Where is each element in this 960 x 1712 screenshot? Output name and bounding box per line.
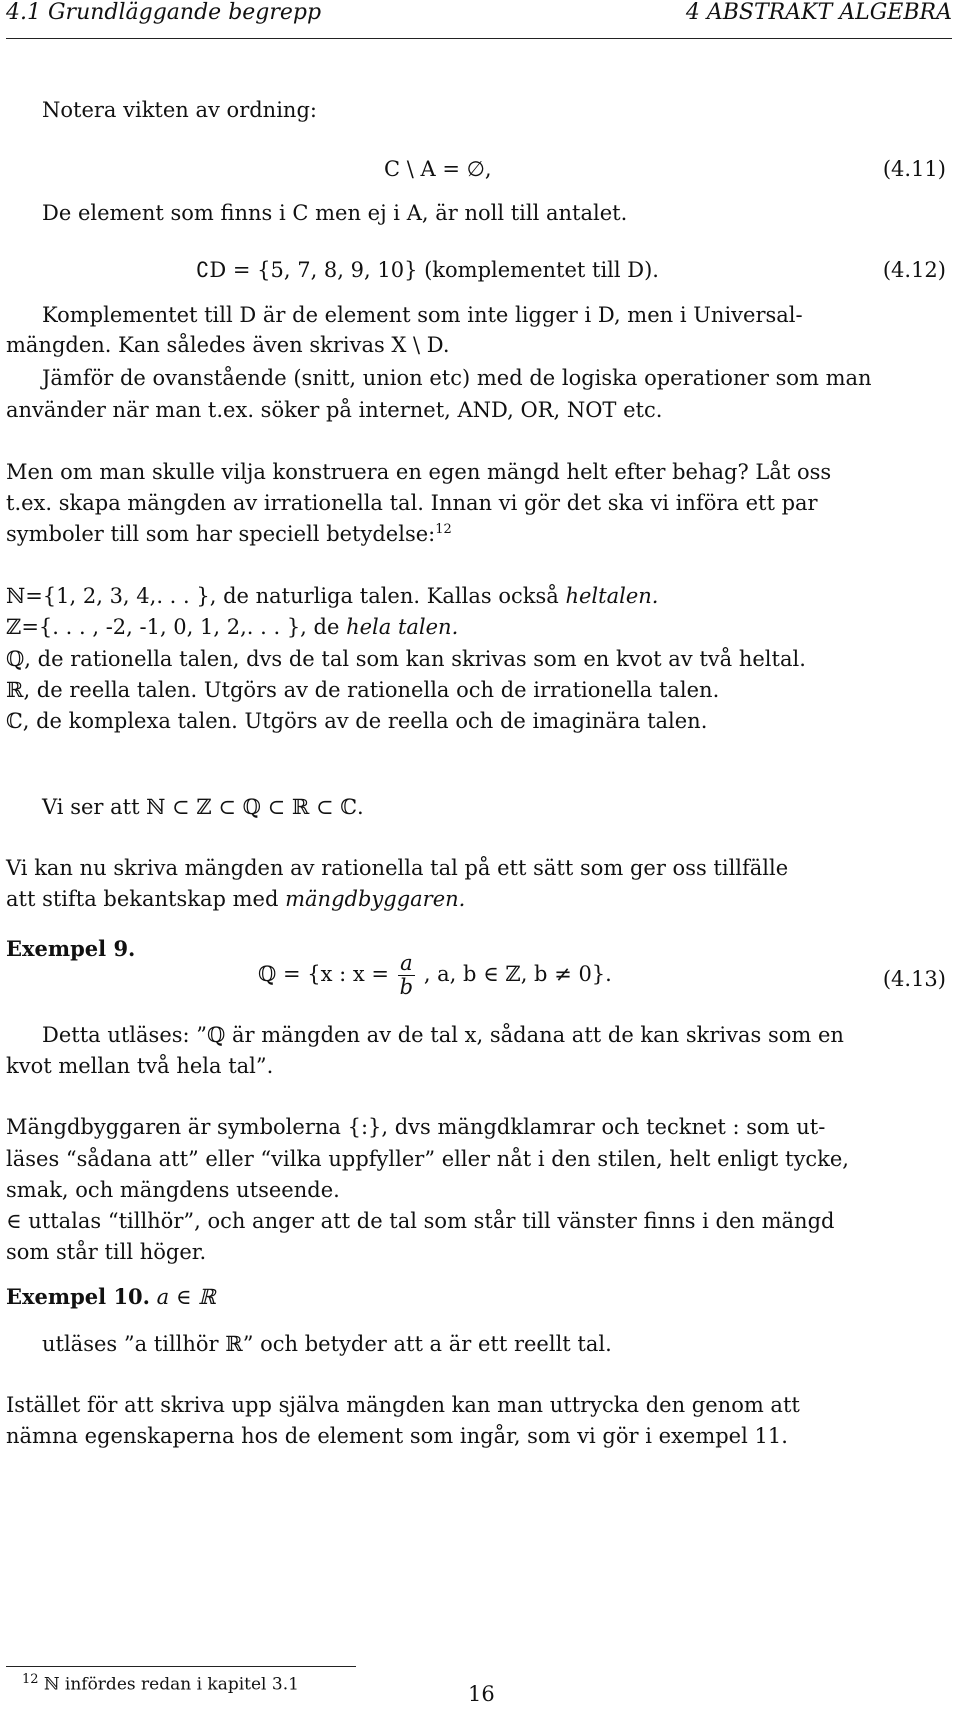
footnote-reference: 12: [435, 522, 452, 537]
equation-number: (4.13): [882, 967, 946, 991]
page-number: 16: [468, 1682, 495, 1706]
text-line: [6, 522, 452, 547]
text-line: Detta utläses: ”ℚ är mängden av de tal x, sådana att de kan skrivas som en: [42, 1023, 844, 1047]
set-definition-reals: ℝ, de reella talen. Utgörs av de rationella och de irrationella talen.: [6, 678, 720, 702]
text-line: Komplementet till D är de element som inte ligger i D, men i Universal-: [42, 303, 803, 327]
emphasis: mängdbyggaren.: [285, 887, 466, 911]
text-span: ℕ={1, 2, 3, 4,. . . }, de naturliga talen. Kallas också: [6, 584, 559, 608]
text-line: Men om man skulle vilja konstruera en egen mängd helt efter behag? Låt oss: [6, 460, 832, 484]
example-heading-10: Exempel 10.: [6, 1284, 150, 1309]
fraction-denominator: b: [399, 975, 414, 999]
text-line: Vi ser att ℕ ⊂ ℤ ⊂ ℚ ⊂ ℝ ⊂ ℂ.: [42, 795, 364, 819]
text-line: smak, och mängdens utseende.: [6, 1178, 340, 1202]
text-line: använder när man t.ex. söker på internet, AND, OR, NOT etc.: [6, 398, 663, 422]
fraction-numerator: a: [398, 952, 415, 976]
set-definition-naturals: [6, 584, 658, 609]
text-line: Jämför de ovanstående (snitt, union etc) med de logiska operationer som man: [42, 366, 872, 390]
set-definition-integers: [6, 615, 458, 640]
text-line: [6, 887, 465, 912]
text-line: Mängdbyggaren är symbolerna {:}, dvs mängdklamrar och tecknet : som ut-: [6, 1115, 826, 1139]
equation-4-13: [258, 952, 612, 999]
text-line: kvot mellan två hela tal”.: [6, 1054, 274, 1078]
text-line: Istället för att skriva upp själva mängden kan man uttrycka den genom att: [6, 1393, 800, 1417]
footnote-text: ℕ infördes redan i kapitel 3.1: [43, 1674, 299, 1695]
text-span: symboler till som har speciell betydelse:: [6, 522, 436, 546]
text-line: De element som finns i C men ej i A, är noll till antalet.: [42, 201, 628, 225]
emphasis: hela talen.: [346, 615, 459, 639]
text-line: som står till höger.: [6, 1240, 207, 1264]
equation-4-11: C \ A = ∅,: [384, 157, 492, 181]
fraction: [398, 952, 415, 999]
emphasis: heltalen.: [565, 584, 659, 608]
text-span: ℤ={. . . , -2, -1, 0, 1, 2,. . . }, de: [6, 615, 340, 639]
running-header-section: 4.1 Grundläggande begrepp: [6, 0, 322, 25]
text-line: nämna egenskaperna hos de element som ingår, som vi gör i exempel 11.: [6, 1424, 788, 1448]
equation-number: (4.12): [882, 258, 946, 282]
text-line: läses “sådana att” eller “vilka uppfyller” eller nåt i den stilen, helt enligt tycke,: [6, 1147, 849, 1171]
text-line: mängden. Kan således även skrivas X \ D.: [6, 333, 450, 357]
set-definition-complex: ℂ, de komplexa talen. Utgörs av de reella och de imaginära talen.: [6, 709, 708, 733]
equation-left: ℚ = {x : x =: [258, 962, 389, 986]
footnote-rule: [6, 1666, 356, 1667]
math-expression: a ∈ ℝ: [156, 1285, 216, 1309]
equation-number: (4.11): [882, 157, 946, 181]
set-definition-rationals: ℚ, de rationella talen, dvs de tal som kan skrivas som en kvot av två heltal.: [6, 647, 806, 671]
equation-right: , a, b ∈ ℤ, b ≠ 0}.: [423, 962, 612, 986]
equation-4-12: ∁D = {5, 7, 8, 9, 10} (komplementet till D).: [196, 258, 659, 282]
footnote-mark: 12: [22, 1672, 39, 1687]
header-rule: [6, 38, 952, 39]
text-line: t.ex. skapa mängden av irrationella tal. Innan vi gör det ska vi införa ett par: [6, 491, 818, 515]
text-line: utläses ”a tillhör ℝ” och betyder att a är ett reellt tal.: [42, 1332, 612, 1356]
text-span: att stifta bekantskap med: [6, 887, 279, 911]
text-line: ∈ uttalas “tillhör”, och anger att de tal som står till vänster finns i den mängd: [6, 1209, 835, 1233]
example-heading-9: Exempel 9.: [6, 936, 136, 961]
example-10: [6, 1284, 216, 1310]
footnote: [22, 1672, 299, 1695]
text-line: Vi kan nu skriva mängden av rationella tal på ett sätt som ger oss tillfälle: [6, 856, 789, 880]
text-line: Notera vikten av ordning:: [42, 98, 317, 122]
running-header-chapter: 4 ABSTRAKT ALGEBRA: [685, 0, 952, 25]
